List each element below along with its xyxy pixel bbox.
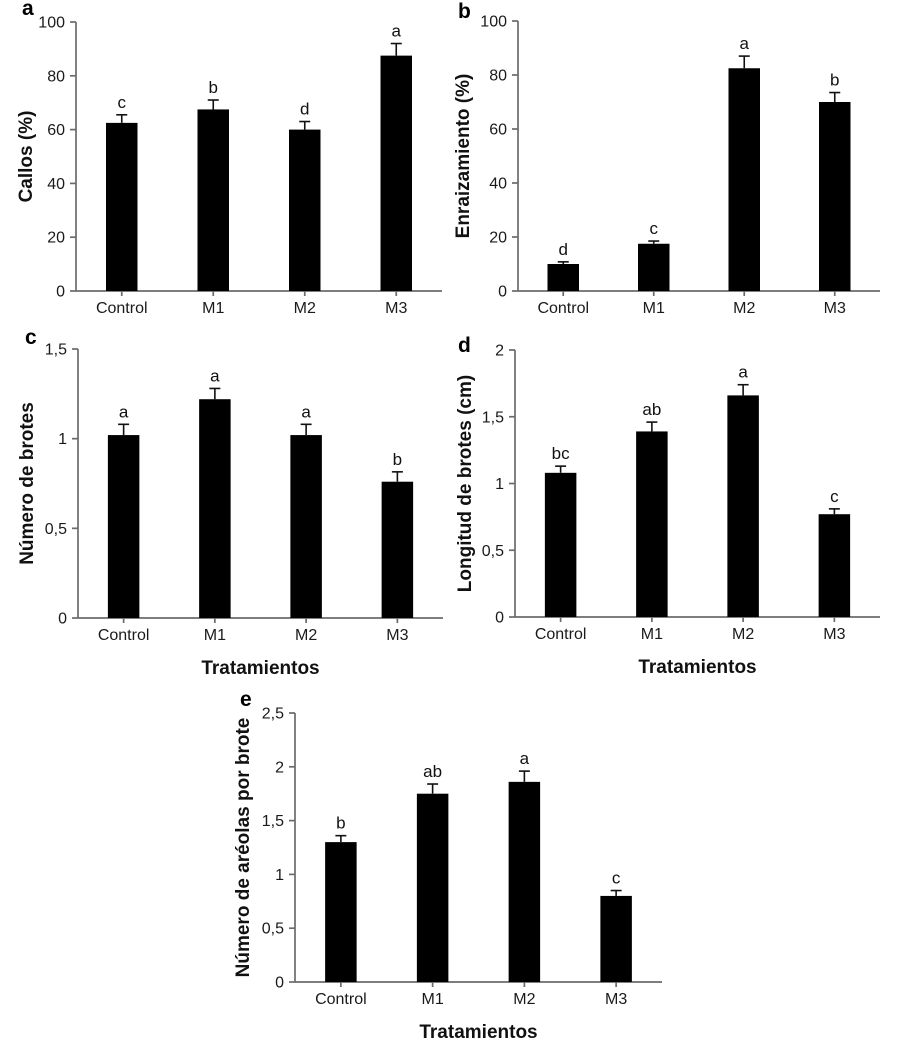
significance-letter: b [392, 449, 403, 469]
panel-e-chart [200, 680, 700, 1058]
significance-letter: ab [423, 762, 443, 782]
y-tick-label: 40 [47, 175, 65, 193]
bar-m2 [729, 68, 761, 291]
y-axis-title: Enraizamiento (%) [453, 73, 474, 239]
category-label: M3 [823, 626, 846, 643]
bar-m3 [382, 482, 414, 618]
bar-m2 [289, 130, 321, 291]
category-label: M1 [203, 627, 226, 644]
y-axis-title: Callos (%) [16, 110, 37, 203]
bar-m2 [509, 782, 541, 982]
y-tick-label: 60 [489, 121, 507, 139]
panel-letter-a: a [22, 0, 34, 20]
bar-m2 [290, 435, 322, 618]
y-axis-title: Longitud de brotes (cm) [455, 374, 476, 593]
significance-letter: c [611, 868, 621, 888]
bar-control [545, 473, 577, 617]
category-label: M2 [293, 300, 316, 317]
significance-letter: ab [642, 400, 662, 420]
bar-m3 [600, 896, 632, 982]
significance-letter: a [210, 366, 220, 386]
x-axis-title: Tratamientos [201, 658, 320, 679]
y-tick-label: 1,5 [261, 813, 284, 831]
significance-letter: a [519, 749, 530, 769]
y-axis-title: Número de brotes [17, 402, 38, 565]
panel-c-chart [0, 320, 450, 680]
category-label: Control [315, 991, 367, 1008]
y-tick-label: 100 [480, 13, 507, 31]
significance-letter: b [208, 78, 218, 98]
panel-a-chart [0, 0, 450, 320]
y-axis-title: Número de aréolas por brote [233, 717, 254, 978]
significance-letter: a [739, 34, 749, 54]
category-label: M2 [513, 991, 536, 1008]
y-tick-label: 0,5 [261, 920, 284, 938]
category-label: M3 [385, 300, 408, 317]
significance-letter: a [738, 362, 748, 382]
category-label: Control [534, 626, 587, 643]
y-tick-label: 20 [489, 229, 507, 247]
y-tick-label: 0,5 [44, 520, 67, 538]
panel-letter-d: d [458, 334, 471, 357]
category-label: M3 [386, 627, 409, 644]
panel-b-chart [450, 0, 900, 320]
panel-letter-b: b [458, 0, 471, 23]
significance-letter: b [336, 813, 346, 833]
category-label: Control [95, 300, 148, 317]
bar-control [325, 842, 357, 982]
significance-letter: a [391, 21, 401, 41]
y-tick-label: 1,5 [44, 341, 67, 359]
significance-letter: a [301, 402, 311, 422]
bar-control [548, 264, 580, 291]
y-tick-label: 2 [275, 759, 284, 777]
bar-m1 [417, 794, 449, 982]
category-label: M1 [642, 300, 665, 317]
significance-letter: bc [551, 444, 570, 464]
panel-d-chart [450, 320, 900, 680]
significance-letter: d [300, 99, 310, 119]
y-tick-label: 1 [58, 431, 67, 449]
y-tick-label: 1,5 [481, 409, 504, 427]
category-label: M2 [733, 300, 756, 317]
significance-letter: c [649, 219, 658, 239]
y-tick-label: 1 [495, 476, 504, 493]
bar-m1 [198, 109, 230, 291]
y-tick-label: 0 [498, 283, 507, 301]
panel-letter-e: e [240, 688, 252, 711]
y-tick-label: 1 [275, 866, 284, 884]
bar-m3 [819, 514, 851, 617]
category-label: Control [537, 300, 590, 317]
x-axis-title: Tratamientos [419, 1022, 538, 1043]
bar-m1 [638, 244, 670, 291]
y-tick-label: 100 [38, 14, 65, 32]
significance-letter: c [830, 486, 839, 506]
y-tick-label: 2 [495, 342, 504, 360]
category-label: M1 [640, 626, 663, 643]
y-tick-label: 60 [47, 122, 65, 140]
significance-letter: b [830, 70, 840, 90]
y-tick-label: 2,5 [261, 705, 284, 723]
y-tick-label: 0,5 [481, 542, 504, 560]
y-tick-label: 0 [495, 609, 504, 627]
significance-letter: d [558, 239, 568, 259]
bar-control [108, 435, 140, 618]
bar-m1 [199, 399, 231, 618]
y-tick-label: 80 [47, 68, 65, 86]
y-tick-label: 0 [56, 283, 65, 301]
category-label: M2 [732, 626, 755, 643]
bar-control [106, 123, 138, 291]
y-tick-label: 20 [47, 229, 65, 247]
bar-m3 [381, 56, 413, 291]
bar-m1 [636, 431, 668, 617]
significance-letter: c [117, 92, 126, 112]
y-tick-label: 0 [275, 974, 284, 992]
bar-m3 [819, 102, 851, 291]
category-label: M3 [823, 300, 846, 317]
category-label: M3 [605, 991, 628, 1008]
significance-letter: a [118, 402, 129, 422]
category-label: M1 [421, 991, 444, 1008]
y-tick-label: 40 [489, 175, 507, 193]
y-tick-label: 0 [58, 610, 67, 628]
bar-m2 [727, 395, 759, 617]
category-label: M2 [295, 627, 318, 644]
y-tick-label: 80 [489, 67, 507, 85]
panel-letter-c: c [25, 326, 37, 349]
category-label: Control [97, 627, 150, 644]
x-axis-title: Tratamientos [638, 657, 757, 678]
category-label: M1 [202, 300, 225, 317]
